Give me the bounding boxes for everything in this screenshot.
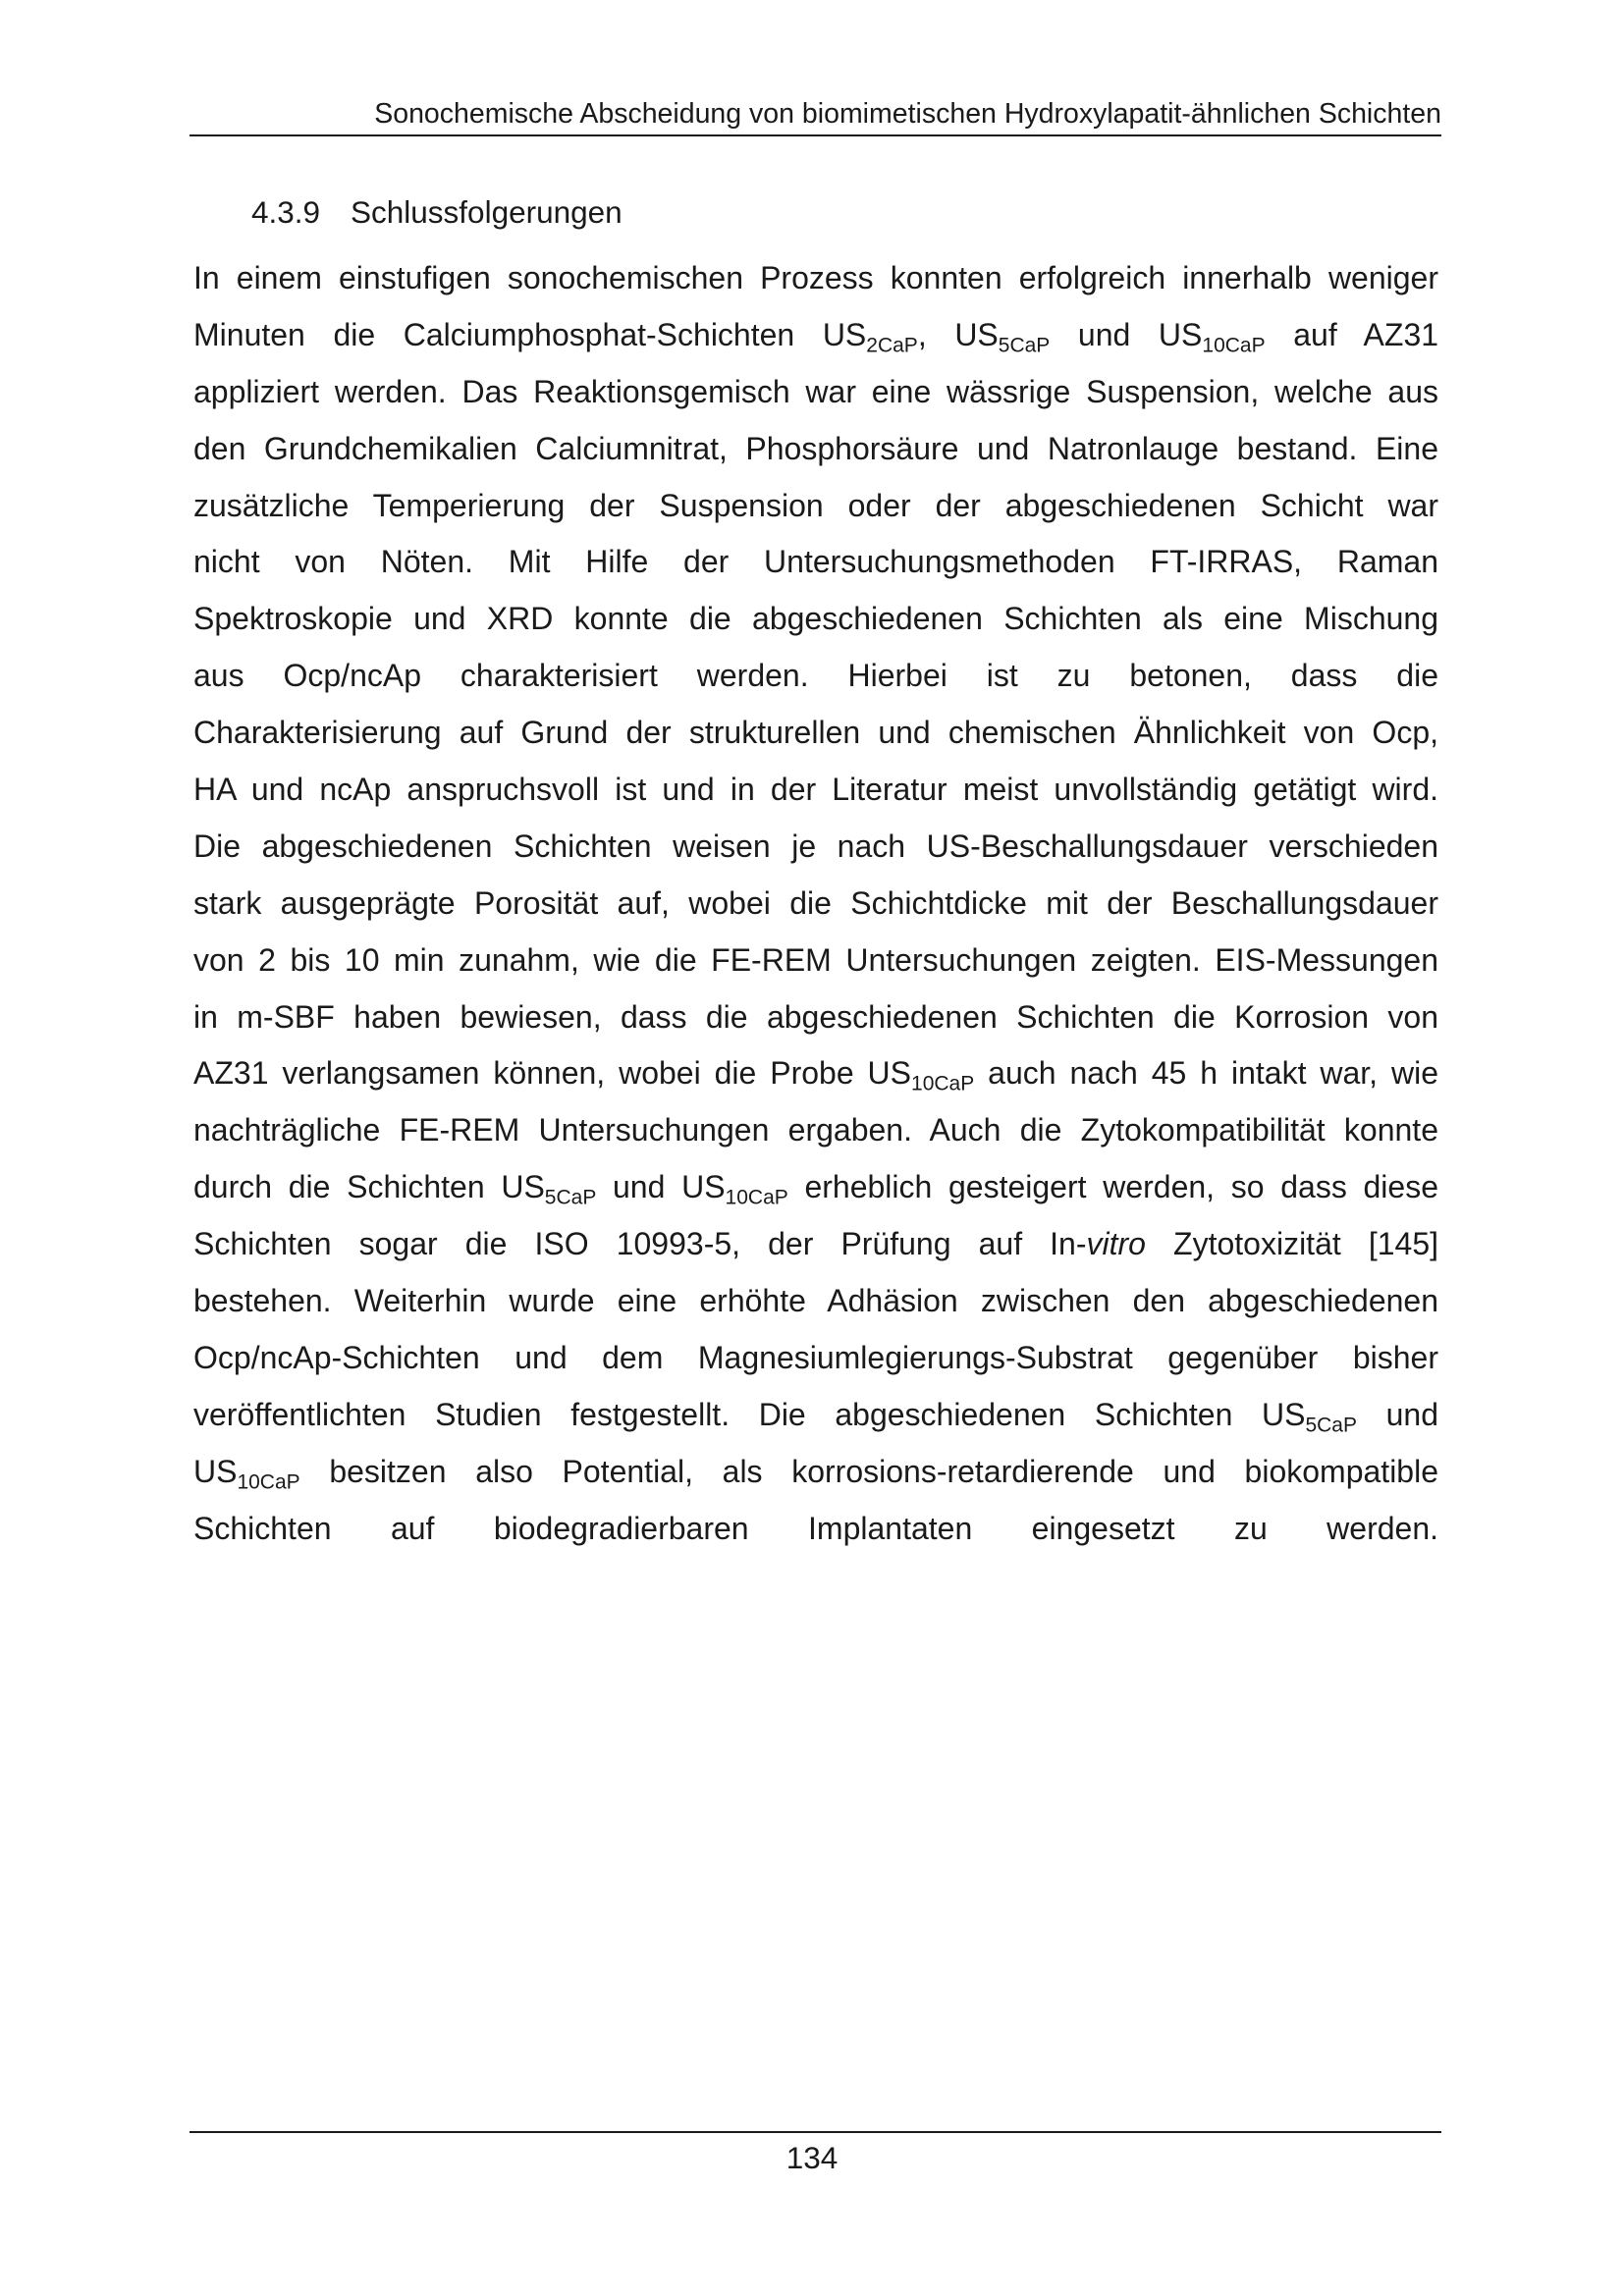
text-line: [193, 591, 1438, 648]
text-line: [193, 364, 1438, 421]
text-line: [193, 1330, 1438, 1387]
section-heading: [251, 192, 623, 232]
subscript: 5CaP: [544, 1186, 597, 1209]
text-line: [193, 250, 1438, 307]
text-segment: Spektroskopie und XRD konnte die abgeschiedenen Schichten als eine Mischung: [193, 601, 1438, 637]
subscript: 10CaP: [237, 1470, 300, 1493]
subscript: 2CaP: [866, 334, 918, 357]
text-segment: Minuten die Calciumphosphat-Schichten US: [193, 316, 867, 352]
text-segment: , US: [917, 316, 999, 352]
text-segment: in m-SBF haben bewiesen, dass die abgeschiedenen Schichten die Korrosion von: [193, 998, 1438, 1035]
text-line: [193, 1501, 1438, 1558]
subscript: 10CaP: [725, 1186, 788, 1209]
text-line: [193, 1216, 1438, 1273]
page-number: 134: [785, 2140, 839, 2175]
text-line: [193, 478, 1438, 535]
text-line: [193, 307, 1438, 364]
subscript: 10CaP: [911, 1072, 975, 1095]
text-segment: auf AZ31: [1265, 316, 1439, 352]
text-segment: AZ31 verlangsamen können, wobei die Probe US: [193, 1055, 912, 1092]
text-line: [193, 933, 1438, 989]
text-segment: durch die Schichten US: [193, 1169, 545, 1205]
text-segment: und US: [596, 1169, 726, 1205]
text-segment: von 2 bis 10 min zunahm, wie die FE-REM Untersuchungen zeigten. EIS-Messungen: [193, 941, 1438, 978]
text-segment: nicht von Nöten. Mit Hilfe der Untersuchungsmethoden FT-IRRAS, Raman: [193, 544, 1438, 580]
text-line: [193, 705, 1438, 762]
text-segment: auch nach 45 h intakt war, wie: [974, 1055, 1439, 1092]
text-line: [193, 762, 1438, 819]
text-line: [193, 1102, 1438, 1159]
text-segment: erheblich gesteigert werden, so dass diese: [787, 1169, 1439, 1205]
section-number: 4.3.9: [251, 194, 321, 230]
italic-term: vitro: [1086, 1226, 1146, 1262]
text-line: [193, 1387, 1438, 1444]
text-segment: Charakterisierung auf Grund der strukturellen und chemischen Ähnlichkeit von Ocp,: [193, 715, 1438, 751]
text-line: [193, 1444, 1438, 1501]
text-segment: HA und ncAp anspruchsvoll ist und in der Literatur meist unvollständig getätigt wird.: [193, 772, 1438, 808]
text-line: [193, 1159, 1438, 1216]
text-segment: besitzen also Potential, als korrosions-retardierende und biokompatible: [299, 1453, 1438, 1489]
text-segment: Zytotoxizität [145]: [1145, 1226, 1439, 1262]
text-segment: Schichten auf biodegradierbaren Implantaten eingesetzt zu werden.: [193, 1510, 1438, 1546]
text-line: [193, 648, 1438, 705]
text-line: [193, 1045, 1438, 1102]
text-line: [193, 876, 1438, 933]
text-segment: den Grundchemikalien Calciumnitrat, Phosphorsäure und Natronlauge bestand. Eine: [193, 430, 1438, 466]
text-segment: nachträgliche FE-REM Untersuchungen ergaben. Auch die Zytokompatibilität konnte: [193, 1112, 1438, 1148]
text-segment: bestehen. Weiterhin wurde eine erhöhte Adhäsion zwischen den abgeschiedenen: [193, 1283, 1438, 1319]
header-rule: [189, 134, 1441, 136]
text-segment: und: [1356, 1396, 1438, 1432]
section-title: Schlussfolgerungen: [351, 194, 623, 230]
text-segment: zusätzliche Temperierung der Suspension oder der abgeschiedenen Schicht war: [193, 487, 1438, 523]
running-header: Sonochemische Abscheidung von biomimetischen Hydroxylapatit-ähnlichen Schichten: [374, 98, 1441, 130]
body-paragraph: [193, 250, 1438, 1557]
text-line: [193, 989, 1438, 1046]
text-line: [193, 421, 1438, 478]
text-line: [193, 534, 1438, 591]
text-segment: Die abgeschiedenen Schichten weisen je nach US-Beschallungsdauer verschieden: [193, 828, 1438, 864]
subscript: 10CaP: [1202, 334, 1266, 357]
text-segment: aus Ocp/ncAp charakterisiert werden. Hierbei ist zu betonen, dass die: [193, 658, 1438, 694]
text-segment: In einem einstufigen sonochemischen Prozess konnten erfolgreich innerhalb weniger: [193, 260, 1438, 295]
footer-rule: [189, 2131, 1441, 2133]
text-segment: US: [193, 1453, 238, 1489]
text-line: [193, 819, 1438, 876]
text-segment: stark ausgeprägte Porosität auf, wobei die Schichtdicke mit der Beschallungsdauer: [193, 884, 1438, 921]
text-segment: Ocp/ncAp-Schichten und dem Magnesiumlegierungs-Substrat gegenüber bisher: [193, 1339, 1438, 1375]
text-line: [193, 1273, 1438, 1330]
text-segment: und US: [1050, 316, 1203, 352]
subscript: 5CaP: [1305, 1414, 1357, 1437]
text-segment: veröffentlichten Studien festgestellt. Die abgeschiedenen Schichten US: [193, 1396, 1306, 1432]
text-segment: appliziert werden. Das Reaktionsgemisch war eine wässrige Suspension, welche aus: [193, 373, 1438, 409]
text-segment: Schichten sogar die ISO 10993-5, der Prüfung auf In-: [193, 1226, 1087, 1262]
subscript: 5CaP: [998, 334, 1051, 357]
